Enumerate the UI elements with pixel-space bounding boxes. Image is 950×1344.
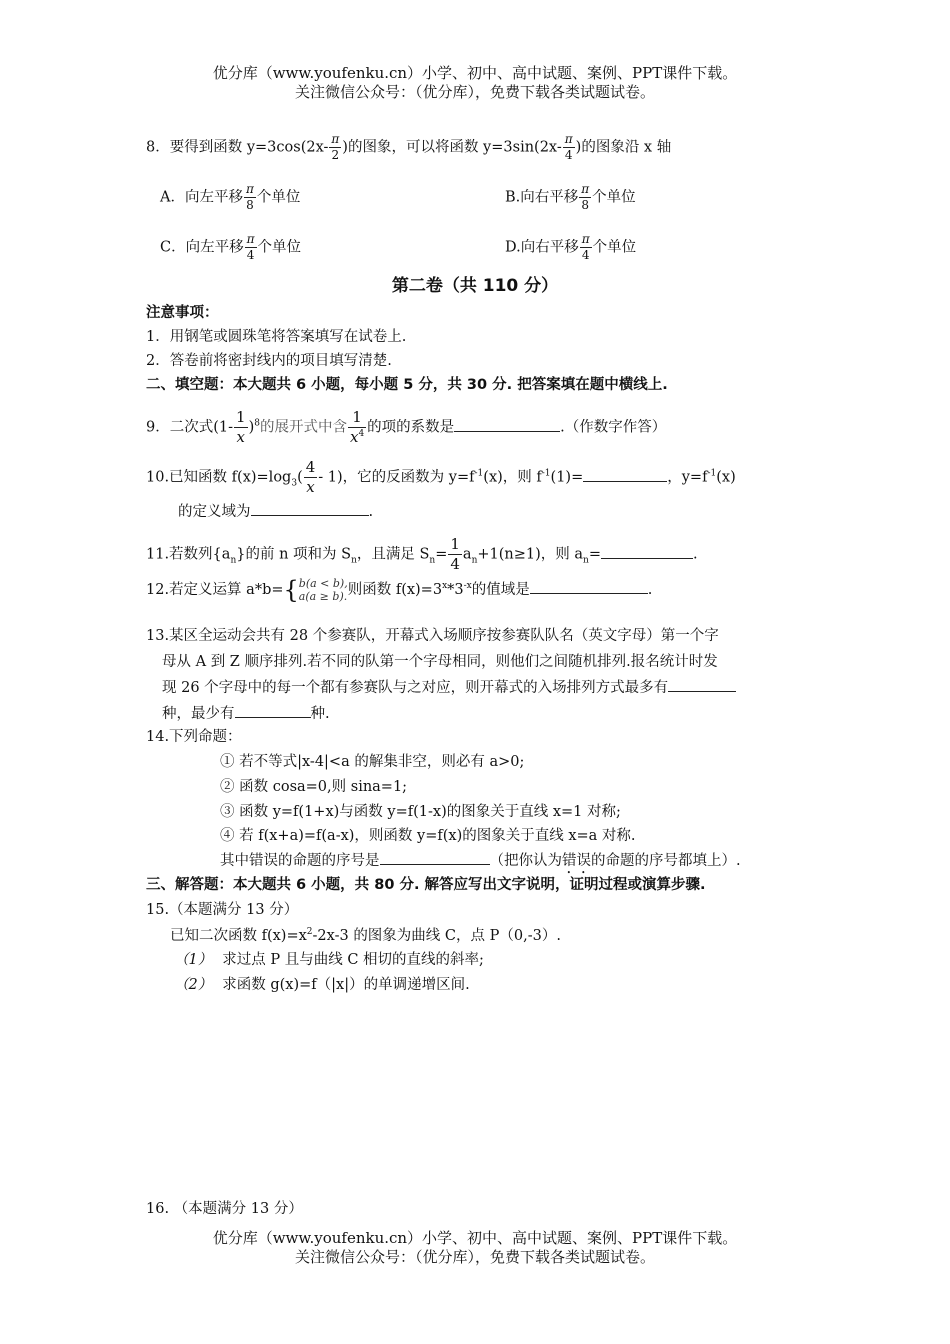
- q14-answer-blank[interactable]: [380, 850, 490, 865]
- q8-option-c: C．向左平移 $\frac{\pi}{4}$ 个单位: [160, 232, 301, 262]
- notice-1: 1．用钢笔或圆珠笔将答案填写在试卷上.: [146, 329, 407, 345]
- q10-answer-blank-2[interactable]: [251, 501, 369, 516]
- question-13-line-2: 母从 A 到 Z 顺序排列.若不同的队第一个字母相同，则他们之间随机排列.报名统计时发: [162, 654, 718, 670]
- q8-fraction-1: $\frac{\pi}{2}$: [331, 132, 340, 162]
- footer-line-1: 优分库（www.youfenku.cn）小学、初中、高中试题、案例、PPT课件下载。: [212, 1229, 738, 1247]
- question-10-line-2: 的定义域为 .: [178, 501, 373, 522]
- page-header: [0, 64, 950, 102]
- header-line-1: 优分库（www.youfenku.cn）小学、初中、高中试题、案例、PPT课件下载。: [212, 64, 738, 82]
- q14-item-4: ④ 若 f(x+a)=f(a-x)，则函数 y=f(x)的图象关于直线 x=a 对称.: [220, 828, 636, 844]
- question-13-line-4: 种，最少有 种.: [162, 703, 330, 724]
- q14-item-2: ② 函数 cosa=0,则 sina=1;: [220, 779, 408, 795]
- question-12: 12.若定义运算 a*b={ b(a < b), a(a ≥ b). 则函数 $f(x)=3^x*3^{-x}$的值域是 .: [146, 576, 653, 604]
- q8-option-d: D.向右平移 $\frac{\pi}{4}$ 个单位: [505, 232, 637, 262]
- question-13-line-3: 现 26 个字母中的每一个都有参赛队与之对应，则开幕式的入场排列方式最多有: [162, 677, 736, 698]
- question-11: 11.若数列$\{a_n\}$的前 n 项和为 $S_n$，且满足 $S_n=$ $\frac{1}{4}$ $a_n+1(n\ge 1)$，则 $a_n=$ .: [146, 535, 698, 573]
- question-9: 9．二次式(1- $\frac{1}{x}$ )$^8$的展开式中含 $\frac{1}{x^4}$ 的项的系数是 .（作数字作答）: [146, 408, 667, 446]
- q13-answer-blank-min[interactable]: [235, 703, 311, 718]
- q14-item-3: ③ 函数 y=f(1+x)与函数 y=f(1-x)的图象关于直线 x=1 对称;: [220, 804, 621, 820]
- notice-2: 2．答卷前将密封线内的项目填写清楚.: [146, 353, 392, 369]
- q13-answer-blank-max[interactable]: [668, 677, 736, 692]
- q12-piecewise: b(a < b), a(a ≥ b).: [298, 577, 348, 603]
- header-line-2: 关注微信公众号：（优分库），免费下载各类试题试卷。: [294, 83, 655, 101]
- question-13-line-1: 13.某区全运动会共有 28 个参赛队，开幕式入场顺序按参赛队队名（英文字母）第一个字: [146, 628, 719, 644]
- section-3-heading: 三、解答题：本大题共 6 小题，共 80 分. 解答应写出文字说明，证明过程或演算步骤.: [146, 877, 706, 893]
- q15-part-1: （1） 求过点 P 且与曲线 C 相切的直线的斜率;: [174, 952, 484, 968]
- question-14-title: 14.下列命题：: [146, 729, 242, 745]
- q8-text-2: )的图象，可以将函数 y=3sin(2x-: [342, 139, 562, 156]
- q14-item-1: ① 若不等式|x-4|<a 的解集非空，则必有 a>0;: [220, 754, 525, 770]
- question-8-stem: [146, 132, 671, 163]
- question-10: 10.已知函数 $f(x)=\log_3$( $\frac{4}{x}$ - 1)，它的反函数为 $y=f^{-1}(x)$，则 $f^{-1}(1)=$ ，$y=f^{-1}(x)$: [146, 458, 736, 496]
- question-15-title: 15.（本题满分 13 分）: [146, 902, 299, 918]
- q8-text-3: )的图象沿 x 轴: [575, 139, 672, 156]
- q14-question: 其中错误的命题的序号是 （把你认为错误的命题的序号都填上）.: [220, 850, 741, 877]
- footer-line-2: 关注微信公众号：（优分库），免费下载各类试题试卷。: [294, 1248, 655, 1266]
- page-footer: [0, 1229, 950, 1267]
- q9-answer-blank[interactable]: [454, 417, 560, 432]
- q15-part-2: （2） 求函数 g(x)=f（|x|）的单调递增区间.: [174, 977, 470, 993]
- question-15-stem: 已知二次函数 $f(x)=x^2-2x-3$ 的图象为曲线 C，点 P（0,-3）.: [170, 927, 561, 944]
- q8-option-b: B.向右平移 $\frac{\pi}{8}$ 个单位: [505, 182, 636, 212]
- q8-text-1: 8．要得到函数 y=3cos(2x-: [146, 139, 329, 156]
- part-2-title: 第二卷（共 110 分）: [391, 276, 559, 296]
- q11-answer-blank[interactable]: [601, 544, 693, 559]
- notice-title: 注意事项：: [146, 305, 219, 321]
- q12-answer-blank[interactable]: [530, 579, 648, 594]
- question-16-title: 16. （本题满分 13 分）: [146, 1201, 303, 1217]
- section-2-heading: 二、填空题：本大题共 6 小题，每小题 5 分，共 30 分. 把答案填在题中横线上.: [146, 377, 668, 393]
- q8-option-a: A．向左平移 $\frac{\pi}{8}$ 个单位: [160, 182, 301, 212]
- q8-fraction-2: $\frac{\pi}{4}$: [564, 132, 573, 162]
- q10-answer-blank-1[interactable]: [583, 467, 667, 482]
